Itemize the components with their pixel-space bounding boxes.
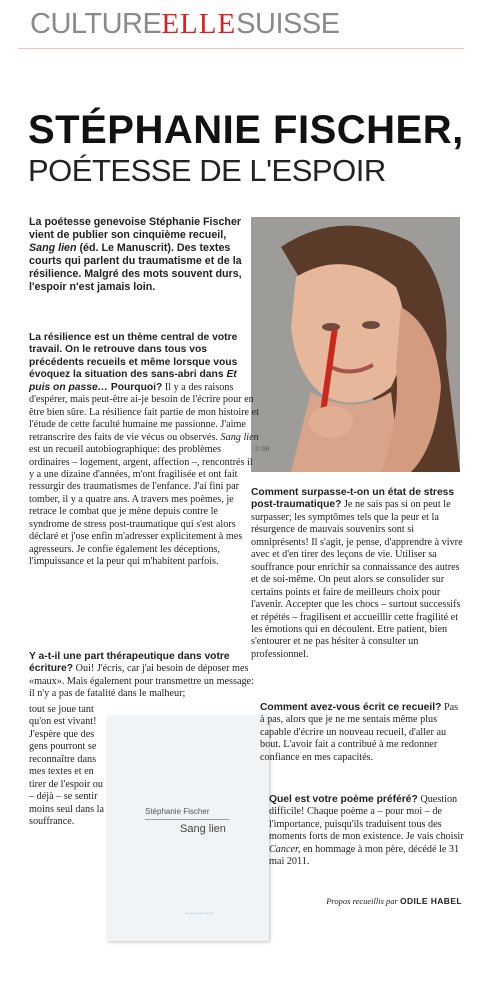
author-portrait-illustration	[251, 217, 460, 472]
interview-credit	[270, 896, 462, 906]
question-3: Comment surpasse-t-on un état de stress post-traumatique?	[251, 487, 455, 511]
article-title: STÉPHANIE FISCHER,	[28, 108, 464, 152]
qa-block-5	[269, 794, 464, 869]
answer-5-text-2: en hommage à mon père, décédé le 31 mai 2011.	[269, 843, 460, 868]
qa-block-3	[251, 487, 464, 661]
answer-1-book: Sang lien	[220, 431, 259, 443]
answer-3-text: Je ne sais pas si on peut le surpasser; les symptômes tels que la peur et la résurgence de mauvais souvenirs sont si omniprésents! Il s'agit, je pense, d'apprendre à vivre avec et d'en tirer des leçons de vie. Utiliser sa souffrance pour enrichir sa connaissance des autres et de soi-même. On peut alors se consolider sur certains points et faire de meilleurs choix pour l'avenir. Accepter que les chocs – surtout successifs et répétés – fragilisent et accueillir cette fragilité et les émotions qui en découlent. Etre patient, bien s'entourer et ne pas hésiter à consulter un professionnel.	[251, 499, 463, 660]
author-photo	[251, 217, 460, 472]
credit-name: ODILE HABEL	[399, 896, 462, 906]
book-cover-title: Sang lien	[180, 823, 226, 835]
question-4: Comment avez-vous écrit ce recueil?	[260, 702, 442, 713]
book-cover-author: Stéphanie Fischer	[145, 807, 210, 816]
qa-block-4	[260, 702, 464, 764]
article-subtitle: POÉTESSE DE L'ESPOIR	[28, 153, 386, 188]
answer-5-text: Question difficile! Chaque poème a – pour moi – de l'importance, puisqu'ils traduisent tous des moments forts de mon existence. Je vais choisir	[269, 794, 464, 843]
qa-block-1	[29, 332, 259, 569]
lead-book-title: Sang lien	[29, 242, 77, 254]
credit-prefix: Propos recueillis par	[326, 896, 398, 906]
publisher-logo-icon: ~~~~~~	[185, 910, 214, 918]
photo-credit: © DR	[255, 447, 270, 453]
header-culture: CULTURE	[30, 8, 162, 40]
question-5: Quel est votre poème préféré?	[269, 794, 418, 805]
lead-text-2: (éd. Le Manuscrit). Des textes courts qui parlent du traumatisme et de la résilience. Malgré des mots souvent durs, l'espoir n'est jamais loin.	[29, 242, 242, 293]
header-rule	[18, 48, 464, 49]
magazine-header	[30, 8, 340, 41]
qa-block-2	[29, 651, 259, 701]
question-1-text: La résilience est un thème central de votre travail. On le retrouve dans tous vos précédents recueils et même lorsque vous évoquez la situation des sans-abri dans	[29, 332, 238, 381]
answer-4-text: Pas à pas, alors que je ne me sentais même plus capable d'écrire un nouveau recueil, d'aller au bout. L'avoir fait a contribué à me redonner confiance en mes capacités.	[260, 702, 459, 763]
article-lead	[29, 216, 244, 294]
answer-1-text-2: est un recueil autobiographique: des problèmes ordinaires – logement, argent, affection –, rencontrés il y a une dizaine d'années, m'ont fragilisée et ont fait ressurgir des traumatismes de l'enfance. J'ai fini par tomber, il y a quatre ans. A travers mes poèmes, je retrace le combat que je mène depuis contre le syndrome de stress post-traumatique qui s'est alors déclaré et j'ose enfin m'adresser explicitement à mes agresseurs. Je confie également les déceptions, l'impuissance et la peur qui m'habitent parfois.	[29, 444, 253, 568]
question-1-end: Pourquoi?	[110, 381, 163, 393]
answer-1-text: Il y a des raisons d'espérer, mais peut-être ai-je besoin de l'écrire pour en être bien sûre. La résilience fait partie de mon histoire et l'étude de cette faculté humaine me passionne. J'aime retranscrire des faits de vie vécus ou observés.	[29, 381, 259, 443]
question-1-book: Et puis on passe…	[29, 369, 237, 393]
question-2: Y a-t-il une part thérapeutique dans votre écriture?	[29, 651, 230, 675]
header-suisse: SUISSE	[236, 8, 340, 40]
answer-2-text: Oui! J'écris, car j'ai besoin de déposer mes «maux». Mais également pour transmettre un message: il n'y a pas de fatalité dans le malheur;	[29, 663, 254, 700]
book-cover	[107, 716, 269, 941]
book-cover-line	[145, 819, 229, 820]
elle-logo: ELLE	[161, 8, 237, 40]
answer-5-poem: Cancer,	[269, 843, 301, 855]
answer-2-continued: tout se joue tant qu'on est vivant! J'espère que des gens pourront se reconnaître dans mes textes et en tirer de l'espoir ou – déjà – se sentir moins seul dans la souffrance.	[29, 704, 104, 828]
lead-text-1: La poétesse genevoise Stéphanie Fischer vient de publier son cinquième recueil,	[29, 216, 242, 241]
